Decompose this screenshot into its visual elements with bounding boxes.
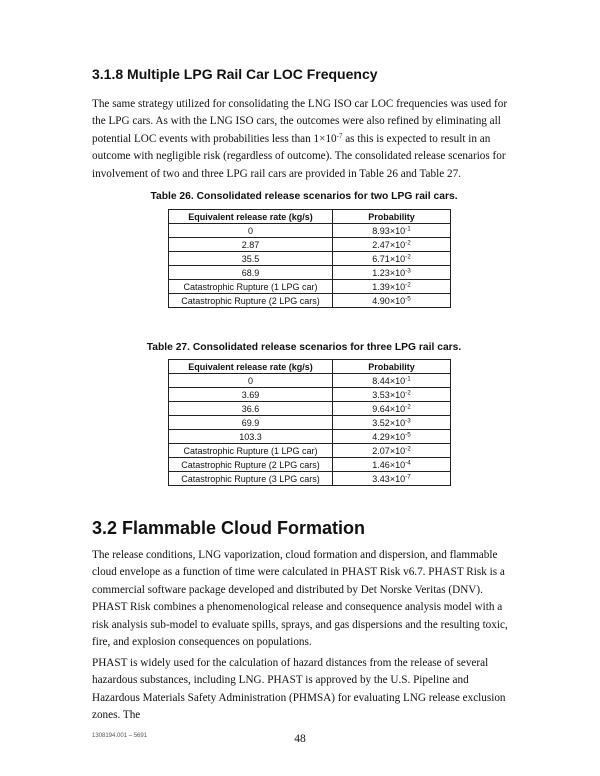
table-header-row [169, 210, 451, 224]
probability-exponent: -3 [405, 267, 411, 275]
release-rate-cell: 68.9 [169, 266, 333, 280]
probability-cell [333, 294, 451, 308]
release-rate-cell: 0 [169, 374, 333, 388]
column-header-release-rate: Equivalent release rate (kg/s) [169, 210, 333, 224]
probability-exponent: -2 [405, 445, 411, 453]
probability-mantissa: 3.53×10 [372, 389, 406, 400]
section-3-2-paragraph-1: The release conditions, LNG vaporization, cloud formation and dispersion, and flammable cloud envelope as a function of time were calculated in PHAST Risk v6.7. PHAST Risk is a commercial software package developed and distributed by Det Norske Veritas (DNV). PHAST Risk combines a phenomenological release and consequence analysis model with a risk analysis sub-model to evaluate spills, sprays, and gas dispersions and the resulting toxic, fire, and explosion consequences on populations. [92, 549, 508, 649]
section-3-1-8-paragraph [92, 96, 516, 183]
table-row [169, 238, 451, 252]
probability-mantissa: 8.93×10 [372, 225, 406, 236]
paragraph-text-a: The same strategy utilized for consolidating the LNG ISO car LOC frequencies was used for the LPG cars. As with the LNG ISO cars, the outcomes were also refined by eliminating all potential LOC events with probabilities less than 1×10 [92, 98, 508, 145]
table-row [169, 388, 451, 402]
probability-mantissa: 8.44×10 [372, 375, 406, 386]
probability-exponent: -2 [405, 281, 411, 289]
probability-exponent: -4 [405, 459, 411, 467]
section-heading-3-2: 3.2 Flammable Cloud Formation [92, 518, 366, 538]
probability-cell [333, 280, 451, 294]
page-number: 48 [294, 733, 306, 745]
section-3-2-paragraph-2: PHAST is widely used for the calculation of hazard distances from the release of several hazardous substances, including LNG. PHAST is approved by the U.S. Pipeline and Hazardous Materials Safety Administration (PHMSA) for evaluating LNG release exclusion zones. The [92, 657, 506, 722]
release-rate-cell: 103.3 [169, 430, 333, 444]
probability-exponent: -1 [405, 225, 411, 233]
release-rate-cell: Catastrophic Rupture (3 LPG cars) [169, 472, 333, 486]
probability-mantissa: 2.47×10 [372, 239, 406, 250]
probability-mantissa: 3.52×10 [372, 417, 406, 428]
probability-cell [333, 444, 451, 458]
table-row [169, 416, 451, 430]
probability-exponent: -2 [405, 239, 411, 247]
probability-mantissa: 9.64×10 [372, 403, 406, 414]
probability-mantissa: 1.23×10 [372, 267, 406, 278]
probability-cell [333, 430, 451, 444]
probability-exponent: -5 [405, 431, 411, 439]
probability-cell [333, 252, 451, 266]
table-row [169, 402, 451, 416]
release-rate-cell: 0 [169, 224, 333, 238]
probability-cell [333, 374, 451, 388]
release-rate-cell: Catastrophic Rupture (1 LPG car) [169, 280, 333, 294]
probability-mantissa: 1.46×10 [372, 459, 406, 470]
table-row [169, 472, 451, 486]
table-26 [168, 209, 451, 308]
probability-mantissa: 2.07×10 [372, 445, 406, 456]
release-rate-cell: 69.9 [169, 416, 333, 430]
probability-cell [333, 224, 451, 238]
table-row [169, 444, 451, 458]
probability-cell [333, 416, 451, 430]
table-row [169, 224, 451, 238]
table-row [169, 458, 451, 472]
probability-exponent: -2 [405, 403, 411, 411]
release-rate-cell: 2.87 [169, 238, 333, 252]
table-row [169, 294, 451, 308]
probability-cell [333, 402, 451, 416]
column-header-release-rate: Equivalent release rate (kg/s) [169, 360, 333, 374]
probability-cell [333, 266, 451, 280]
table-27 [168, 359, 451, 486]
probability-exponent: -1 [405, 375, 411, 383]
table-header-row [169, 360, 451, 374]
probability-mantissa: 6.71×10 [372, 253, 406, 264]
probability-exponent: -2 [405, 389, 411, 397]
table-row [169, 266, 451, 280]
probability-cell [333, 388, 451, 402]
section-heading-3-1-8: 3.1.8 Multiple LPG Rail Car LOC Frequency [92, 66, 378, 82]
table-row [169, 252, 451, 266]
probability-cell [333, 458, 451, 472]
release-rate-cell: 35.5 [169, 252, 333, 266]
release-rate-cell: 3.69 [169, 388, 333, 402]
paragraph-text-b: as this is expected to result in an outcome with negligible risk (regardless of outcome). The consolidated release scenarios for involvement of two and three LPG rail cars are provided in Table 26 and Table 27. [92, 132, 506, 180]
probability-mantissa: 4.90×10 [372, 295, 406, 306]
paragraph-exponent: -7 [336, 132, 343, 140]
probability-exponent: -7 [405, 473, 411, 481]
document-id: 1308194.001 – 5691 [92, 733, 148, 739]
column-header-probability: Probability [333, 360, 451, 374]
release-rate-cell: Catastrophic Rupture (1 LPG car) [169, 444, 333, 458]
table-row [169, 430, 451, 444]
release-rate-cell: Catastrophic Rupture (2 LPG cars) [169, 458, 333, 472]
probability-mantissa: 3.43×10 [372, 473, 406, 484]
table-27-caption: Table 27. Consolidated release scenarios for three LPG rail cars. [146, 342, 462, 353]
probability-mantissa: 1.39×10 [372, 281, 406, 292]
probability-mantissa: 4.29×10 [372, 431, 406, 442]
probability-exponent: -2 [405, 253, 411, 261]
release-rate-cell: 36.6 [169, 402, 333, 416]
table-26-caption: Table 26. Consolidated release scenarios for two LPG rail cars. [150, 191, 458, 202]
probability-cell [333, 238, 451, 252]
column-header-probability: Probability [333, 210, 451, 224]
table-row [169, 374, 451, 388]
release-rate-cell: Catastrophic Rupture (2 LPG cars) [169, 294, 333, 308]
probability-exponent: -5 [405, 295, 411, 303]
probability-exponent: -3 [405, 417, 411, 425]
probability-cell [333, 472, 451, 486]
table-row [169, 280, 451, 294]
